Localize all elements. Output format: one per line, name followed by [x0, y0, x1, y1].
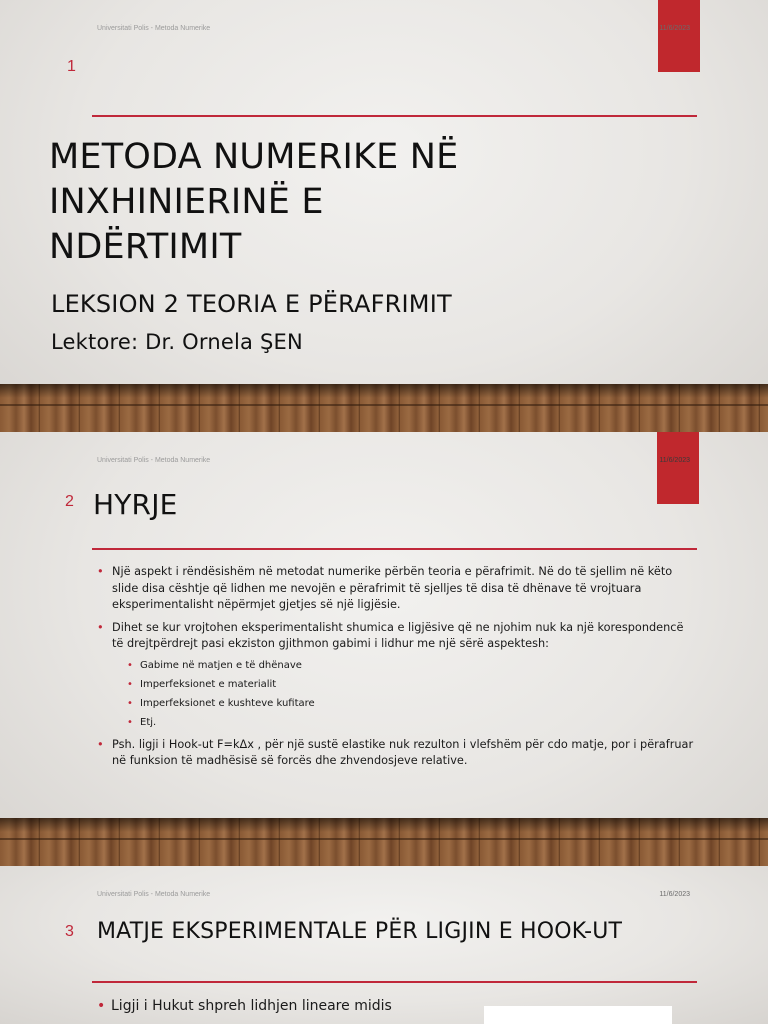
slide-2-body: [97, 564, 697, 770]
bullet-icon: •: [127, 678, 133, 690]
bullet-text: Imperfeksionet e materialit: [140, 678, 277, 690]
slide-3-title: MATJE EKSPERIMENTALE PËR LIGJIN E HOOK-UT: [97, 919, 623, 944]
title-line: METODA NUMERIKE NË: [49, 137, 459, 177]
list-item: [97, 564, 697, 614]
title-line: INXHINIERINË E: [49, 182, 324, 222]
slide-2-number: 2: [65, 493, 74, 510]
slide-1-date: 11/6/2023: [659, 25, 690, 32]
slide-2-footer: Universitati Polis - Metoda Numerike: [97, 457, 211, 464]
slide-3-divider: [92, 981, 697, 983]
list-item: [97, 737, 697, 770]
bullet-icon: •: [97, 998, 106, 1014]
bullet-text: Dihet se kur vrojtohen eksperimentalisht shumica e ligjësive që ne njohim nuk ka një korespondencë të drejtpërdrejt pasi ekziston gjithmon gabimi i lidhur me një sërë aspektesh:: [112, 620, 684, 650]
bullet-text: Psh. ligji i Hook-ut F=kΔx , për një sustë elastike nuk rezulton i vlefshëm për cdo matje, por i përafruar në funksion të madhësisë së forcës dhe zhvendosjeve relative.: [112, 737, 694, 767]
slide-1-wood-floor: [0, 384, 768, 432]
bullet-list: [97, 737, 697, 770]
slide-1-footer: Universitati Polis - Metoda Numerike: [97, 25, 211, 32]
bullet-icon: •: [127, 697, 133, 709]
slide-2-title: HYRJE: [93, 488, 178, 521]
bullet-icon: •: [97, 620, 104, 634]
list-item: [127, 716, 697, 730]
title-line: NDËRTIMIT: [49, 227, 242, 267]
slide-2-divider: [92, 548, 697, 550]
slide-1: [0, 0, 768, 432]
slide-1-divider: [92, 115, 697, 117]
slide-1-subtitle: LEKSION 2 TEORIA E PËRAFRIMIT: [51, 290, 452, 318]
bullet-icon: •: [127, 716, 133, 728]
slide-3: [0, 866, 768, 1024]
sub-bullet-list: [127, 659, 697, 730]
bullet-icon: •: [97, 565, 104, 578]
bullet-text: Etj.: [140, 716, 157, 728]
slide-1-lecturer: Lektore: Dr. Ornela ŞEN: [51, 330, 303, 354]
slide-3-date: 11/6/2023: [659, 891, 690, 898]
slide-1-number: 1: [67, 58, 76, 75]
slide-3-body: [97, 998, 392, 1014]
slide-2: [0, 432, 768, 866]
list-item: [127, 659, 697, 673]
slide-3-footer: Universitati Polis - Metoda Numerike: [97, 891, 211, 898]
bullet-list: [97, 564, 697, 653]
slide-2-accent-tag: [657, 432, 699, 504]
slide-1-accent-tag: [658, 0, 700, 72]
bullet-icon: •: [97, 737, 104, 751]
slide-3-number: 3: [65, 923, 74, 940]
bullet-text: Imperfeksionet e kushteve kufitare: [140, 697, 315, 709]
list-item: [127, 697, 697, 711]
slide-2-wood-floor: [0, 818, 768, 866]
bullet-icon: •: [127, 659, 133, 671]
bullet-text: Një aspekt i rëndësishëm në metodat numerike përbën teoria e përafrimit. Në do të sjellim në këto slide disa cështje që lidhen me nevojën e përafrimit të sjelljes të disa të dhënave të vrojtuara eksperimentalisht nëpërmjet gjetjes së një ligjësie.: [112, 565, 673, 611]
list-item: [127, 678, 697, 692]
image-placeholder: [484, 1006, 672, 1024]
slide-1-title: [49, 135, 458, 270]
slide-2-date: 11/6/2023: [659, 457, 690, 464]
list-item: [97, 620, 697, 653]
bullet-text: Ligji i Hukut shpreh lidhjen lineare midis: [111, 998, 392, 1014]
bullet-text: Gabime në matjen e të dhënave: [140, 659, 302, 671]
